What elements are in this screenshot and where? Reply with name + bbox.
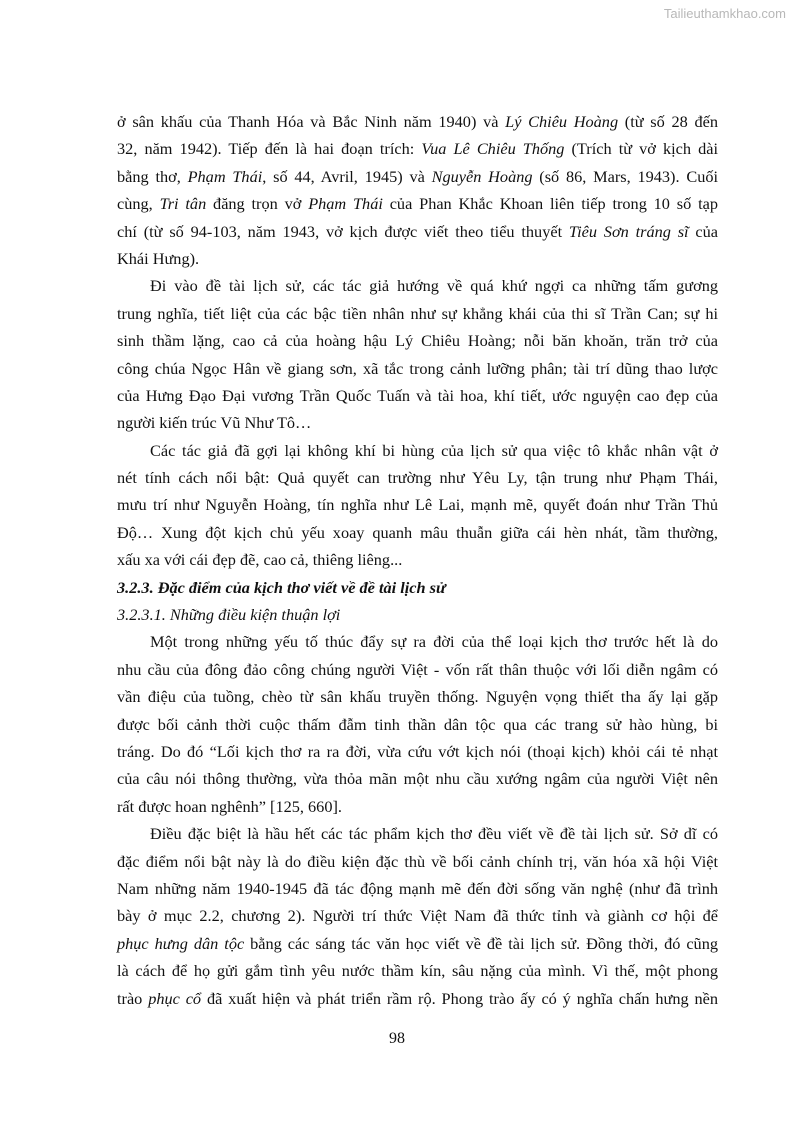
subsection-heading: 3.2.3.1. Những điều kiện thuận lợi xyxy=(117,605,341,625)
text-line: Một trong những yếu tố thúc đẩy sự ra đời của thể loại kịch thơ trước hết là do xyxy=(150,632,718,652)
italic-title: Nguyễn Hoàng xyxy=(431,166,533,186)
text-line: trung nghĩa, tiết liệt của các bậc tiền nhân như sự khẳng khái của thi sĩ Trần Can; sự hi xyxy=(117,303,718,323)
text-line: người kiến trúc Vũ Như Tô… xyxy=(117,413,312,433)
italic-title: phục cổ xyxy=(148,988,202,1008)
text-line: Khái Hưng). xyxy=(117,248,200,268)
text-line: được bối cảnh thời cuộc thấm đẫm tinh thần dân tộc qua các trang sử hào hùng, bi xyxy=(117,714,718,734)
text-line: sinh thầm lặng, cao cả của hoàng hậu Lý Chiêu Hoàng; nỗi băn khoăn, trăn trở của xyxy=(117,331,718,351)
page-number: 98 xyxy=(389,1030,405,1047)
italic-title: Phạm Thái xyxy=(308,194,383,214)
text-line: nhu cầu của đông đảo công chúng người Việt - vốn rất thân thuộc với lối diễn ngâm có xyxy=(117,659,718,679)
text-line: vần điệu của tuồng, chèo từ sân khấu truyền thống. Nguyện vọng thiết tha ấy lại gặp xyxy=(117,687,718,707)
text-line: tráng. Do đó “Lối kịch thơ ra ra đời, vừa cứu vớt kịch nói (thoại kịch) khỏi cái tẻ nhạt xyxy=(117,741,718,761)
watermark: Tailieuthamkhao.com xyxy=(663,6,786,21)
text-line: trào phục cổ đã xuất hiện và phát triển rầm rộ. Phong trào ấy có ý nghĩa chấn hưng nền xyxy=(117,988,718,1008)
italic-title: phục hưng dân tộc xyxy=(117,933,245,953)
text-line: rất được hoan nghênh” [125, 660]. xyxy=(117,796,342,816)
paragraph-4 xyxy=(117,628,718,820)
italic-title: Tiêu Sơn tráng sĩ xyxy=(568,221,689,241)
text-line: Các tác giả đã gợi lại không khí bi hùng của lịch sử qua việc tô khắc nhân vật ở xyxy=(150,440,718,460)
text-line: Độ… Xung đột kịch chủ yếu xoay quanh mâu thuẫn giữa cái hèn nhát, tầm thường, xyxy=(117,522,718,542)
page-body xyxy=(117,108,718,1012)
text-line: bày ở mục 2.2, chương 2). Người trí thức Việt Nam đã thức tỉnh và giành cơ hội để xyxy=(117,906,718,926)
text-line: xấu xa với cái đẹp đẽ, cao cả, thiêng liêng... xyxy=(117,550,403,570)
text-line: ở sân khấu của Thanh Hóa và Bắc Ninh năm 1940) và Lý Chiêu Hoàng (từ số 28 đến xyxy=(117,112,718,131)
text-line: là cách để họ gửi gắm tình yêu nước thầm kín, sâu nặng của mình. Vì thế, một phong xyxy=(117,961,718,981)
text-line: Điều đặc biệt là hầu hết các tác phẩm kịch thơ đều viết về đề tài lịch sử. Sở dĩ có xyxy=(150,824,718,844)
text-line: công chúa Ngọc Hân về giang sơn, xã tắc trong cảnh lưỡng phân; tài trí dũng thao lược xyxy=(117,358,718,378)
text-line: bằng thơ, Phạm Thái, số 44, Avril, 1945) và Nguyễn Hoàng (số 86, Mars, 1943). Cuối xyxy=(117,166,718,186)
italic-title: Lý Chiêu Hoàng xyxy=(505,112,619,131)
text-line: Nam những năm 1940-1945 đã tác động mạnh mẽ đến đời sống văn nghệ (như đã trình xyxy=(117,878,718,898)
section-heading: 3.2.3. Đặc điểm của kịch thơ viết về đề tài lịch sử xyxy=(117,577,446,597)
text-line: của câu nói thông thường, vừa thỏa mãn một nhu cầu xướng ngâm của người Việt nên xyxy=(117,769,718,789)
italic-title: Vua Lê Chiêu Thống xyxy=(421,139,565,159)
text-line: 32, năm 1942). Tiếp đến là hai đoạn trích: Vua Lê Chiêu Thống (Trích từ vở kịch dài xyxy=(117,139,718,159)
italic-title: Tri tân xyxy=(159,194,207,214)
text-line: cùng, Tri tân đăng trọn vở Phạm Thái của Phan Khắc Khoan liên tiếp trong 10 số tạp xyxy=(117,194,718,214)
text-line: chí (từ số 94-103, năm 1943, vở kịch được viết theo tiểu thuyết Tiêu Sơn tráng sĩ của xyxy=(117,221,719,241)
italic-title: Phạm Thái xyxy=(187,166,263,186)
paragraph-3 xyxy=(117,437,718,574)
text-line: của Hưng Đạo Đại vương Trần Quốc Tuấn và tài hoa, khí tiết, ước nguyện cao đẹp của xyxy=(117,385,718,405)
text-line: nét tính cách nổi bật: Quả quyết can trường như Yêu Ly, tận trung như Phạm Thái, xyxy=(117,468,718,488)
text-line: Đi vào đề tài lịch sử, các tác giả hướng về quá khứ ngợi ca những tấm gương xyxy=(150,276,718,296)
paragraph-1 xyxy=(117,108,718,272)
text-line: đặc điểm nổi bật này là do điều kiện đặc thù về bối cảnh chính trị, văn hóa xã hội Việt xyxy=(117,851,718,871)
text-line: mưu trí như Nguyễn Hoàng, tín nghĩa như Lê Lai, mạnh mẽ, quyết đoán như Trần Thủ xyxy=(117,495,718,515)
paragraph-2 xyxy=(117,272,718,436)
text-line: phục hưng dân tộc bằng các sáng tác văn học viết về đề tài lịch sử. Đồng thời, đó cũng xyxy=(117,933,718,953)
paragraph-5 xyxy=(117,820,718,1012)
